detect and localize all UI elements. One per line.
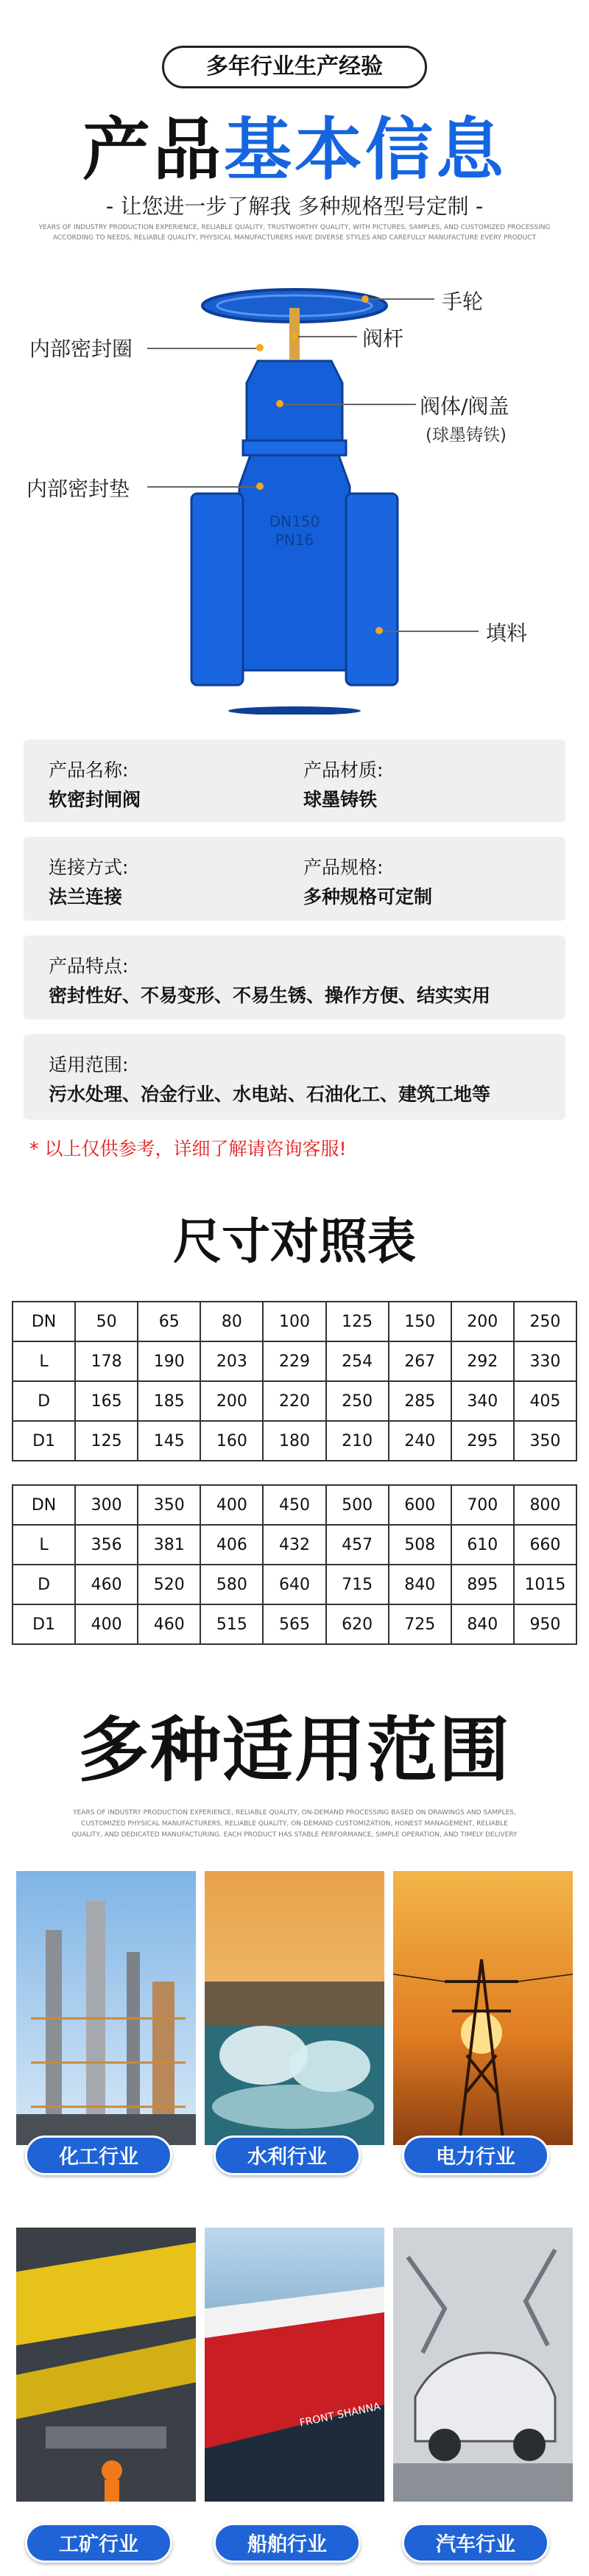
dim1-cell: 250 <box>326 1381 389 1421</box>
dim2-cell: 580 <box>200 1565 263 1604</box>
dim1-cell: 254 <box>326 1341 389 1381</box>
card-features <box>24 936 565 1019</box>
valve-body-text-2: PN16 <box>275 531 314 549</box>
spec-value: 多种规格可定制 <box>303 886 433 908</box>
industry-badge-power[interactable]: 电力行业 <box>402 2135 549 2175</box>
dim2-cell: 350 <box>138 1485 200 1525</box>
card-name-material <box>24 740 565 822</box>
industry-badge-ship[interactable]: 船舶行业 <box>214 2523 361 2563</box>
dim1-row <box>13 1341 576 1381</box>
dim2-cell: 432 <box>263 1525 325 1565</box>
valve-body-text-1: DN150 <box>269 513 320 530</box>
dim2-cell: 725 <box>389 1604 451 1644</box>
title-black-part: 产品 <box>82 110 224 189</box>
handwheel-line <box>368 298 434 300</box>
dim1-row-header: D <box>13 1381 75 1421</box>
dim2-cell: 406 <box>200 1525 263 1565</box>
dim1-cell: 190 <box>138 1341 200 1381</box>
dim1-cell: 292 <box>451 1341 514 1381</box>
section-subtitle: - 让您进一步了解我 多种规格型号定制 - <box>105 194 484 219</box>
industry-tile-mining <box>16 2228 196 2502</box>
dim1-cell: 165 <box>75 1381 138 1421</box>
dim2-row-header: D1 <box>13 1604 75 1644</box>
dimension-table-title: 尺寸对照表 <box>173 1213 416 1270</box>
features-value: 密封性好、不易变形、不易生锈、操作方便、结实实用 <box>49 985 491 1006</box>
dim1-cell: 150 <box>389 1302 451 1341</box>
inner-seal-ring-dot <box>256 344 264 351</box>
dim1-cell: 295 <box>451 1421 514 1461</box>
inner-seal-gasket-dot <box>256 482 264 490</box>
car-factory-icon <box>393 2228 573 2502</box>
packing-dot <box>375 627 383 634</box>
dim2-row-header: DN <box>13 1485 75 1525</box>
handwheel-label: 手轮 <box>442 289 484 314</box>
dim1-cell: 330 <box>514 1341 576 1381</box>
dim2-cell: 508 <box>389 1525 451 1565</box>
industry-badge-water[interactable]: 水利行业 <box>214 2135 361 2175</box>
features-label: 产品特点: <box>49 955 129 977</box>
dim1-cell: 220 <box>263 1381 325 1421</box>
dim2-cell: 520 <box>138 1565 200 1604</box>
dim2-row <box>13 1485 576 1525</box>
reference-note: * 以上仅供参考，详细了解请咨询客服! <box>29 1138 347 1159</box>
ship-hull-text: FRONT SHANNA <box>298 2401 382 2429</box>
stem-label: 阀杆 <box>362 326 404 351</box>
industry-tile-chemical <box>16 1871 196 2145</box>
industry-tile-water <box>205 1871 384 2145</box>
dim2-cell: 565 <box>263 1604 325 1644</box>
dim2-cell: 400 <box>75 1604 138 1644</box>
dim2-row-header: L <box>13 1525 75 1565</box>
dim1-cell: 145 <box>138 1421 200 1461</box>
dim2-cell: 460 <box>138 1604 200 1644</box>
dim2-cell: 460 <box>75 1565 138 1604</box>
dim2-cell: 300 <box>75 1485 138 1525</box>
dim2-cell: 610 <box>451 1525 514 1565</box>
dim2-cell: 800 <box>514 1485 576 1525</box>
inner-seal-ring-label: 内部密封圈 <box>29 337 133 361</box>
body-bonnet-line <box>283 404 416 405</box>
body-bonnet-dot <box>276 400 283 407</box>
dim1-cell: 50 <box>75 1302 138 1341</box>
dim1-cell: 210 <box>326 1421 389 1461</box>
dim2-row <box>13 1525 576 1565</box>
dim2-cell: 381 <box>138 1525 200 1565</box>
dim1-cell: 200 <box>451 1302 514 1341</box>
dim1-cell: 340 <box>451 1381 514 1421</box>
dim1-row-header: L <box>13 1341 75 1381</box>
english-caption-1: YEARS OF INDUSTRY PRODUCTION EXPERIENCE, RELIABLE QUALITY, TRUSTWORTHY QUALITY, WITH PICTURES, SAMPLES, AND CUSTOMIZED PROCESSING <box>38 224 551 231</box>
title-blue-part: 基本信息 <box>224 110 507 189</box>
dim1-cell: 185 <box>138 1381 200 1421</box>
inner-seal-ring-line <box>147 348 258 349</box>
dim1-cell: 203 <box>200 1341 263 1381</box>
stem-dot <box>291 332 298 340</box>
dimension-table-1 <box>12 1301 577 1461</box>
dim1-cell: 350 <box>514 1421 576 1461</box>
dim1-cell: 240 <box>389 1421 451 1461</box>
dim1-cell: 405 <box>514 1381 576 1421</box>
inner-seal-gasket-label: 内部密封垫 <box>27 477 130 501</box>
spec-label: 产品规格: <box>303 857 384 878</box>
dim2-cell: 500 <box>326 1485 389 1525</box>
body-bonnet-label: 阀体/阀盖 <box>420 394 509 418</box>
dim1-row-header: DN <box>13 1302 75 1341</box>
dim2-cell: 700 <box>451 1485 514 1525</box>
dim2-cell: 620 <box>326 1604 389 1644</box>
connection-value: 法兰连接 <box>49 886 123 908</box>
dim1-cell: 180 <box>263 1421 325 1461</box>
product-name-value: 软密封闸阀 <box>49 789 141 810</box>
dim2-cell: 356 <box>75 1525 138 1565</box>
dim1-cell: 250 <box>514 1302 576 1341</box>
scope-value: 污水处理、冶金行业、水电站、石油化工、建筑工地等 <box>49 1084 491 1105</box>
dim2-cell: 450 <box>263 1485 325 1525</box>
mining-icon <box>16 2228 196 2502</box>
dim2-cell: 715 <box>326 1565 389 1604</box>
card-connection-spec <box>24 837 565 921</box>
industry-tile-auto <box>393 2228 573 2502</box>
dim2-cell: 640 <box>263 1565 325 1604</box>
chemical-plant-icon <box>16 1871 196 2145</box>
ship-icon <box>205 2228 384 2502</box>
dim1-cell: 200 <box>200 1381 263 1421</box>
power-tower-icon <box>393 1871 573 2145</box>
stem-line <box>298 336 357 337</box>
inner-seal-gasket-line <box>147 486 258 488</box>
industry-badge-auto[interactable]: 汽车行业 <box>402 2523 549 2563</box>
applications-caption-1: YEARS OF INDUSTRY PRODUCTION EXPERIENCE, RELIABLE QUALITY, ON-DEMAND PROCESSING BASED ON DRAWINGS AND SAMPLES, <box>73 1809 516 1817</box>
dim2-row-header: D <box>13 1565 75 1604</box>
dim2-row <box>13 1604 576 1644</box>
dim2-cell: 895 <box>451 1565 514 1604</box>
dim2-cell: 600 <box>389 1485 451 1525</box>
industry-badge-mining[interactable]: 工矿行业 <box>25 2523 172 2563</box>
applications-caption-2: CUSTOMIZED PHYSICAL MANUFACTURERS, RELIABLE QUALITY, ON-DEMAND CUSTOMIZATION, HONEST MANAGEMENT, RELIABLE <box>81 1820 508 1828</box>
dim2-cell: 457 <box>326 1525 389 1565</box>
material-label: 产品材质: <box>303 759 384 781</box>
experience-pill: 多年行业生产经验 <box>162 46 427 88</box>
dim1-cell: 125 <box>75 1421 138 1461</box>
material-value: 球墨铸铁 <box>303 789 378 810</box>
applications-caption-3: QUALITY, AND DEDICATED MANUFACTURING. EACH PRODUCT HAS STABLE PERFORMANCE, SIMPLE OPERATION, AND TIMELY DELIVERY <box>71 1831 518 1839</box>
dim1-row <box>13 1381 576 1421</box>
dim2-cell: 515 <box>200 1604 263 1644</box>
dim2-cell: 840 <box>389 1565 451 1604</box>
industry-tile-ship <box>205 2228 384 2502</box>
dam-water-icon <box>205 1871 384 2145</box>
dimension-table-2 <box>12 1484 577 1645</box>
dim2-cell: 660 <box>514 1525 576 1565</box>
product-name-label: 产品名称: <box>49 759 129 781</box>
dim2-cell: 950 <box>514 1604 576 1644</box>
dim1-cell: 178 <box>75 1341 138 1381</box>
section-title-basic-info <box>0 96 589 193</box>
dim2-cell: 400 <box>200 1485 263 1525</box>
english-caption-2: ACCORDING TO NEEDS, RELIABLE QUALITY, PHYSICAL MANUFACTURERS HAVE DIVERSE STYLES AND CAREFULLY MANUFACTURE EVERY PRODUCT <box>52 234 537 242</box>
dim1-cell: 267 <box>389 1341 451 1381</box>
connection-label: 连接方式: <box>49 857 129 878</box>
dim1-row <box>13 1421 576 1461</box>
industry-badge-chemical[interactable]: 化工行业 <box>25 2135 172 2175</box>
scope-label: 适用范围: <box>49 1054 129 1075</box>
packing-label: 填料 <box>486 621 528 645</box>
dim1-row <box>13 1302 576 1341</box>
dim2-cell: 840 <box>451 1604 514 1644</box>
dim1-cell: 160 <box>200 1421 263 1461</box>
card-scope <box>24 1034 565 1120</box>
industry-tile-power <box>393 1871 573 2145</box>
dim1-cell: 229 <box>263 1341 325 1381</box>
applications-title: 多种适用范围 <box>78 1709 511 1791</box>
dim1-cell: 100 <box>263 1302 325 1341</box>
body-bonnet-note: (球墨铸铁) <box>426 426 507 445</box>
dim2-row <box>13 1565 576 1604</box>
dim1-cell: 125 <box>326 1302 389 1341</box>
dim1-cell: 80 <box>200 1302 263 1341</box>
dim2-cell: 1015 <box>514 1565 576 1604</box>
packing-line <box>383 631 479 632</box>
dim1-cell: 65 <box>138 1302 200 1341</box>
dim1-row-header: D1 <box>13 1421 75 1461</box>
dim1-cell: 285 <box>389 1381 451 1421</box>
